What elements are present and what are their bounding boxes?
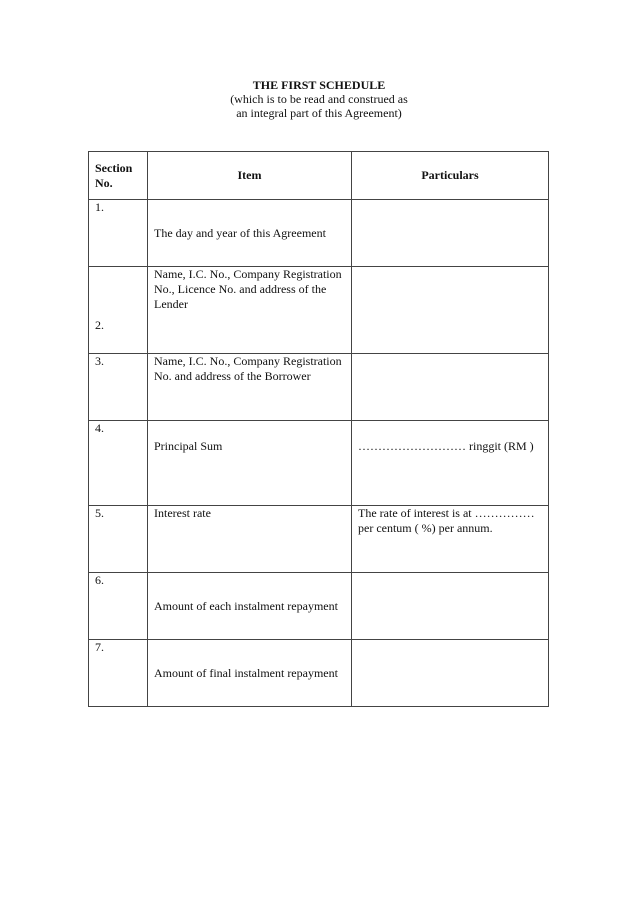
- row-particulars: The rate of interest is at …………… per centum ( %) per annum.: [352, 506, 549, 573]
- table-row: [89, 421, 549, 506]
- row-section-no: 7.: [89, 640, 148, 707]
- row-item: Interest rate: [148, 506, 352, 573]
- row-section-no: 4.: [89, 421, 148, 506]
- row-section-no: 1.: [89, 200, 148, 267]
- row-item: Name, I.C. No., Company Registration No., Licence No. and address of the Lender: [148, 267, 352, 354]
- row-particulars: [352, 640, 549, 707]
- schedule-title: THE FIRST SCHEDULE: [252, 78, 386, 92]
- row-particulars: [352, 200, 549, 267]
- row-particulars: [352, 354, 549, 421]
- table-row: [89, 354, 549, 421]
- row-particulars: [352, 267, 549, 354]
- header-section-no: Section No.: [89, 152, 148, 200]
- schedule-subtitle-line-1: (which is to be read and construed as: [230, 92, 408, 106]
- schedule-table: [88, 151, 549, 707]
- table-row: [89, 267, 549, 354]
- table-row: [89, 640, 549, 707]
- row-particulars: ……………………… ringgit (RM ): [352, 421, 549, 506]
- schedule-header: [0, 78, 638, 120]
- row-item: Amount of final instalment repayment: [148, 640, 352, 707]
- row-section-no: 2.: [89, 267, 148, 354]
- row-item: Principal Sum: [148, 421, 352, 506]
- row-section-no: 5.: [89, 506, 148, 573]
- schedule-subtitle-line-2: an integral part of this Agreement): [236, 106, 402, 120]
- row-section-no: 3.: [89, 354, 148, 421]
- row-section-no: 6.: [89, 573, 148, 640]
- header-item: Item: [148, 152, 352, 200]
- row-item: Amount of each instalment repayment: [148, 573, 352, 640]
- header-particulars: Particulars: [352, 152, 549, 200]
- table-row: [89, 200, 549, 267]
- table-header-row: [89, 152, 549, 200]
- row-particulars: [352, 573, 549, 640]
- row-item: Name, I.C. No., Company Registration No. and address of the Borrower: [148, 354, 352, 421]
- table-row: [89, 573, 549, 640]
- row-item: The day and year of this Agreement: [148, 200, 352, 267]
- table-row: [89, 506, 549, 573]
